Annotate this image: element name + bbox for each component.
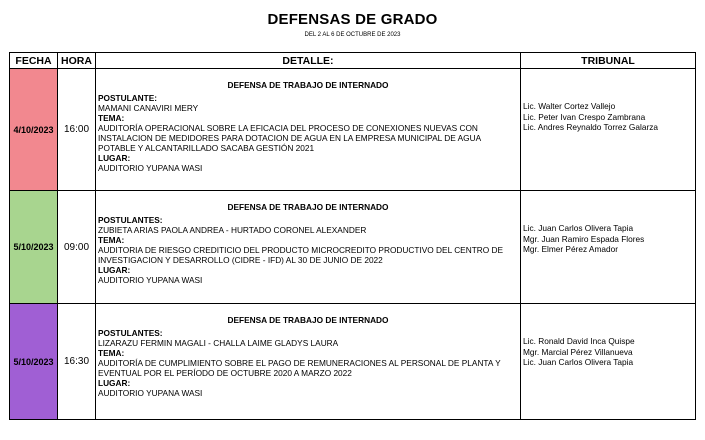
table-row xyxy=(10,304,696,420)
postulante-label: POSTULANTES: xyxy=(98,328,163,338)
postulante-name: LIZARAZU FERMIN MAGALI - CHALLA LAIME GLADYS LAURA xyxy=(98,338,339,348)
tribunal-cell xyxy=(521,191,696,304)
fecha-cell: 5/10/2023 xyxy=(10,304,58,420)
tribunal-member: Lic. Walter Cortez Vallejo xyxy=(523,101,616,111)
tribunal-member: Lic. Andres Reynaldo Torrez Galarza xyxy=(523,122,658,133)
postulante-label: POSTULANTES: xyxy=(98,215,163,225)
page-title: DEFENSAS DE GRADO xyxy=(267,11,438,28)
postulante-name: ZUBIETA ARIAS PAOLA ANDREA - HURTADO CORONEL ALEXANDER xyxy=(98,225,367,235)
tema-text: AUDITORIA DE RIESGO CREDITICIO DEL PRODUCTO MICROCREDITO PRODUCTIVO DEL CENTRO DE INVESTIGACION Y DESARROLLO (CIDRE - IFD) AL 30 DE JUNIO DE 2022 xyxy=(98,245,504,265)
tema-label: TEMA: xyxy=(98,348,125,358)
defense-type: DEFENSA DE TRABAJO DE INTERNADO xyxy=(227,315,389,325)
lugar-label: LUGAR: xyxy=(98,378,131,388)
hora-cell: 16:30 xyxy=(58,304,96,420)
defense-type: DEFENSA DE TRABAJO DE INTERNADO xyxy=(227,202,389,212)
tema-label: TEMA: xyxy=(98,235,125,245)
tribunal-member: Lic. Juan Carlos Olivera Tapia xyxy=(523,223,634,233)
lugar-label: LUGAR: xyxy=(98,265,131,275)
postulante-label: POSTULANTE: xyxy=(98,93,157,103)
tribunal-member: Lic. Ronald David Inca Quispe xyxy=(523,336,635,346)
tribunal-member: Lic. Juan Carlos Olivera Tapia xyxy=(523,357,634,368)
tribunal-cell xyxy=(521,304,696,420)
tribunal-member: Mgr. Juan Ramiro Espada Flores xyxy=(523,233,645,244)
fecha-cell: 5/10/2023 xyxy=(10,191,58,304)
defense-type: DEFENSA DE TRABAJO DE INTERNADO xyxy=(227,80,389,90)
fecha-cell: 4/10/2023 xyxy=(10,69,58,191)
detalle-cell xyxy=(96,69,521,191)
tribunal-cell xyxy=(521,69,696,191)
lugar-text: AUDITORIO YUPANA WASI xyxy=(98,388,203,398)
lugar-text: AUDITORIO YUPANA WASI xyxy=(98,163,203,173)
page-subtitle: DEL 2 AL 6 DE OCTUBRE DE 2023 xyxy=(304,32,401,38)
tribunal-member: Lic. Peter Ivan Crespo Zambrana xyxy=(523,111,646,122)
lugar-label: LUGAR: xyxy=(98,153,131,163)
schedule-table xyxy=(9,52,696,420)
hora-cell: 09:00 xyxy=(58,191,96,304)
tema-label: TEMA: xyxy=(98,113,125,123)
col-header-hora: HORA xyxy=(58,53,96,69)
detalle-cell xyxy=(96,304,521,420)
postulante-name: MAMANI CANAVIRI MERY xyxy=(98,103,199,113)
detalle-cell xyxy=(96,191,521,304)
header-row xyxy=(10,53,696,69)
tema-text: AUDITORÍA DE CUMPLIMIENTO SOBRE EL PAGO DE REMUNERACIONES AL PERSONAL DE PLANTA Y EVENTUAL POR EL PERÍODO DE OCTUBRE 2020 A MARZO 2022 xyxy=(98,358,501,378)
col-header-fecha: FECHA xyxy=(10,53,58,69)
col-header-detalle: DETALLE: xyxy=(96,53,521,69)
hora-cell: 16:00 xyxy=(58,69,96,191)
table-row xyxy=(10,191,696,304)
lugar-text: AUDITORIO YUPANA WASI xyxy=(98,275,203,285)
col-header-tribunal: TRIBUNAL xyxy=(521,53,696,69)
tribunal-member: Mgr. Marcial Pérez Villanueva xyxy=(523,346,633,357)
table-row xyxy=(10,69,696,191)
tema-text: AUDITORÍA OPERACIONAL SOBRE LA EFICACIA DEL PROCESO DE CONEXIONES NUEVAS CON INSTALACION DE MEDIDORES PARA DOTACION DE AGUA EN LA EMPRESA MUNICIPAL DE AGUA POTABLE Y ALCANTARILLADO SACABA GESTIÓN 2021 xyxy=(98,123,481,153)
tribunal-member: Mgr. Elmer Pérez Amador xyxy=(523,244,618,255)
